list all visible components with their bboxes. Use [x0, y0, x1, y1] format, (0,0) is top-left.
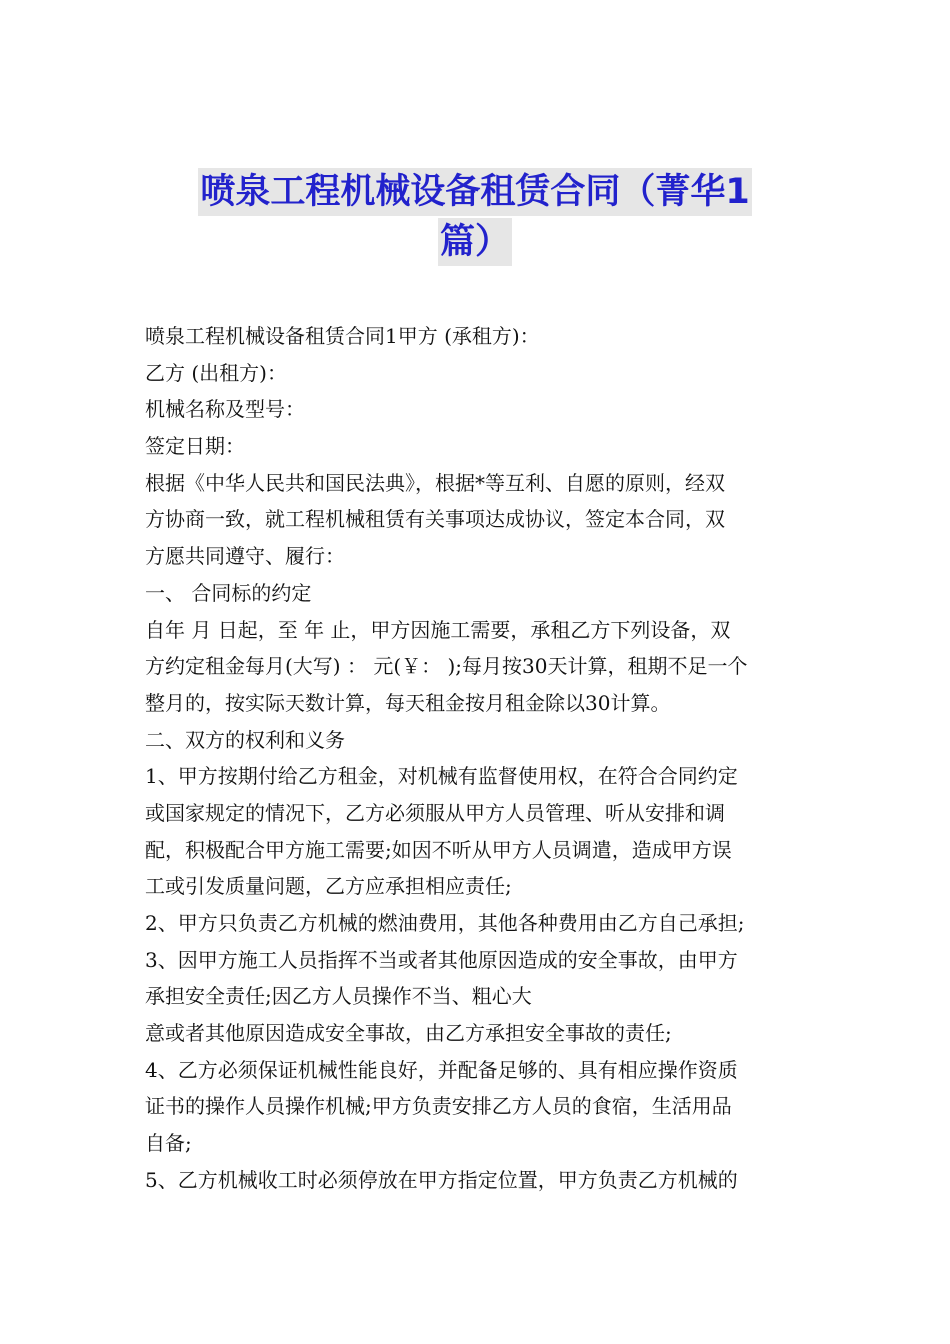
body-line: 2、甲方只负责乙方机械的燃油费用，其他各种费用由乙方自己承担; — [145, 911, 745, 935]
document-title — [0, 168, 950, 268]
body-line: 4、乙方必须保证机械性能良好，并配备足够的、具有相应操作资质 — [145, 1057, 738, 1082]
body-line: 自年 月 日起，至 年 止，甲方因施工需要，承租乙方下列设备，双 — [145, 617, 731, 642]
body-line: 承担安全责任;因乙方人员操作不当、粗心大 — [145, 984, 532, 1009]
body-line: 3、因甲方施工人员指挥不当或者其他原因造成的安全事故，由甲方 — [145, 947, 738, 972]
body-line: 签定日期： — [145, 434, 245, 459]
body-line: 意或者其他原因造成安全事故，由乙方承担安全事故的责任; — [145, 1021, 672, 1046]
document-body — [145, 318, 813, 1199]
body-line: 5、乙方机械收工时必须停放在甲方指定位置，甲方负责乙方机械的 — [145, 1167, 738, 1192]
title-line-2: 篇） — [438, 218, 512, 266]
body-line: 配，积极配合甲方施工需要;如因不听从甲方人员调遣，造成甲方误 — [145, 837, 732, 862]
body-line: 根据《中华人民共和国民法典》，根据*等互利、自愿的原则，经双 — [145, 470, 725, 495]
title-line-1: 喷泉工程机械设备租赁合同（菁华1 — [198, 168, 751, 216]
body-line: 方愿共同遵守、履行： — [145, 544, 345, 569]
body-line: 乙方 (出租方)： — [145, 360, 287, 385]
body-line: 方协商一致，就工程机械租赁有关事项达成协议，签定本合同，双 — [145, 507, 725, 532]
body-line: 喷泉工程机械设备租赁合同1甲方 (承租方)： — [145, 324, 540, 348]
body-line: 或国家规定的情况下，乙方必须服从甲方人员管理、听从安排和调 — [145, 800, 725, 825]
body-line: 工或引发质量问题，乙方应承担相应责任; — [145, 874, 512, 899]
body-line: 1、甲方按期付给乙方租金，对机械有监督使用权，在符合合同约定 — [145, 764, 738, 789]
body-line: 机械名称及型号： — [145, 397, 305, 422]
section-heading: 二、双方的权利和义务 — [145, 727, 345, 752]
body-line: 整月的，按实际天数计算，每天租金按月租金除以30计算。 — [145, 690, 671, 715]
body-line: 自备; — [145, 1131, 192, 1156]
body-line: 方约定租金每月(大写) ： 元(￥： );每月按30天计算，租期不足一个 — [145, 654, 748, 679]
body-line: 证书的操作人员操作机械;甲方负责安排乙方人员的食宿，生活用品 — [145, 1094, 732, 1119]
section-heading: 一、 合同标的约定 — [145, 580, 312, 605]
